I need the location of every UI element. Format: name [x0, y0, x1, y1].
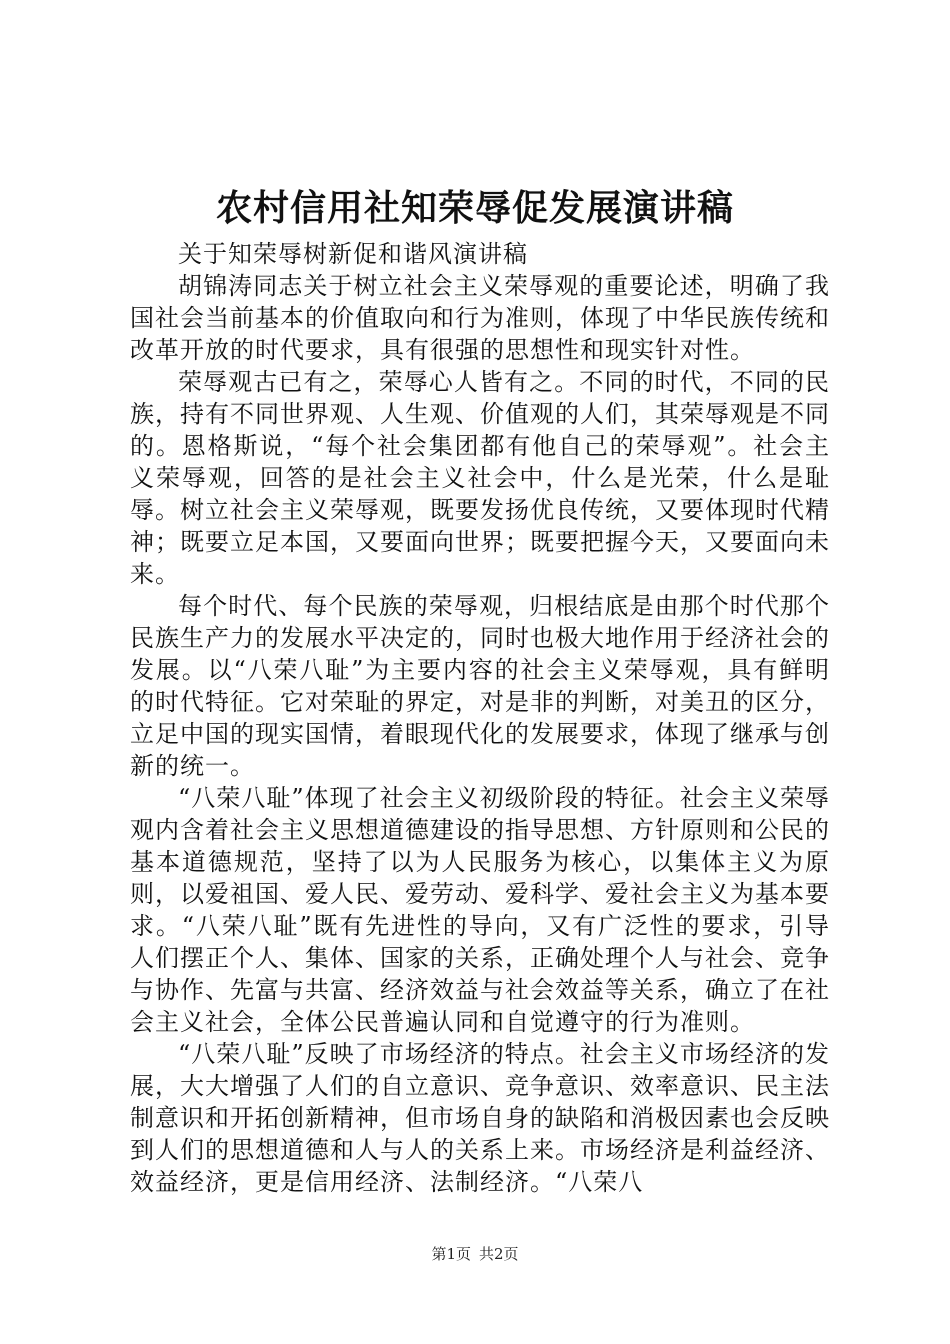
paragraph-subtitle: 关于知荣辱树新促和谐风演讲稿: [178, 240, 528, 268]
paragraph: 荣辱观古已有之，荣辱心人皆有之。不同的时代，不同的民族，持有不同世界观、人生观、价值观的人们，其荣辱观是不同的。恩格斯说，“每个社会集团都有他自己的荣辱观”。社会主义荣辱观，回答的是社会主义社会中，什么是光荣，什么是耻辱。树立社会主义荣辱观，既要发扬优良传统，又要体现时代精神；既要立足本国，又要面向世界；既要把握今天，又要面向未来。: [130, 368, 830, 588]
document-title: 农村信用社知荣辱促发展演讲稿: [215, 187, 734, 229]
paragraph: “八荣八耻”体现了社会主义初级阶段的特征。社会主义荣辱观内含着社会主义思想道德建设的指导思想、方针原则和公民的基本道德规范，坚持了以为人民服务为核心，以集体主义为原则，以爱祖国、爱人民、爱劳动、爱科学、爱社会主义为基本要求。“八荣八耻”既有先进性的导向，又有广泛性的要求，引导人们摆正个人、集体、国家的关系，正确处理个人与社会、竞争与协作、先富与共富、经济效益与社会效益等关系，确立了在社会主义社会，全体公民普遍认同和自觉遵守的行为准则。: [130, 784, 830, 1036]
paragraph: 胡锦涛同志关于树立社会主义荣辱观的重要论述，明确了我国社会当前基本的价值取向和行为准则，体现了中华民族传统和改革开放的时代要求，具有很强的思想性和现实针对性。: [130, 272, 830, 364]
page-footer: [0, 1244, 950, 1264]
document-body: [130, 238, 830, 1198]
paragraph: 每个时代、每个民族的荣辱观，归根结底是由那个时代那个民族生产力的发展水平决定的，同时也极大地作用于经济社会的发展。以“八荣八耻”为主要内容的社会主义荣辱观，具有鲜明的时代特征。它对荣耻的界定，对是非的判断，对美丑的区分，立足中国的现实国情，着眼现代化的发展要求，体现了继承与创新的统一。: [130, 592, 830, 780]
page-number: 第1页: [431, 1245, 471, 1263]
paragraph: “八荣八耻”反映了市场经济的特点。社会主义市场经济的发展，大大增强了人们的自立意识、竞争意识、效率意识、民主法制意识和开拓创新精神，但市场自身的缺陷和消极因素也会反映到人们的思想道德和人与人的关系上来。市场经济是利益经济、效益经济，更是信用经济、法制经济。“八荣八: [130, 1040, 830, 1196]
page-total: 共2页: [479, 1245, 519, 1263]
